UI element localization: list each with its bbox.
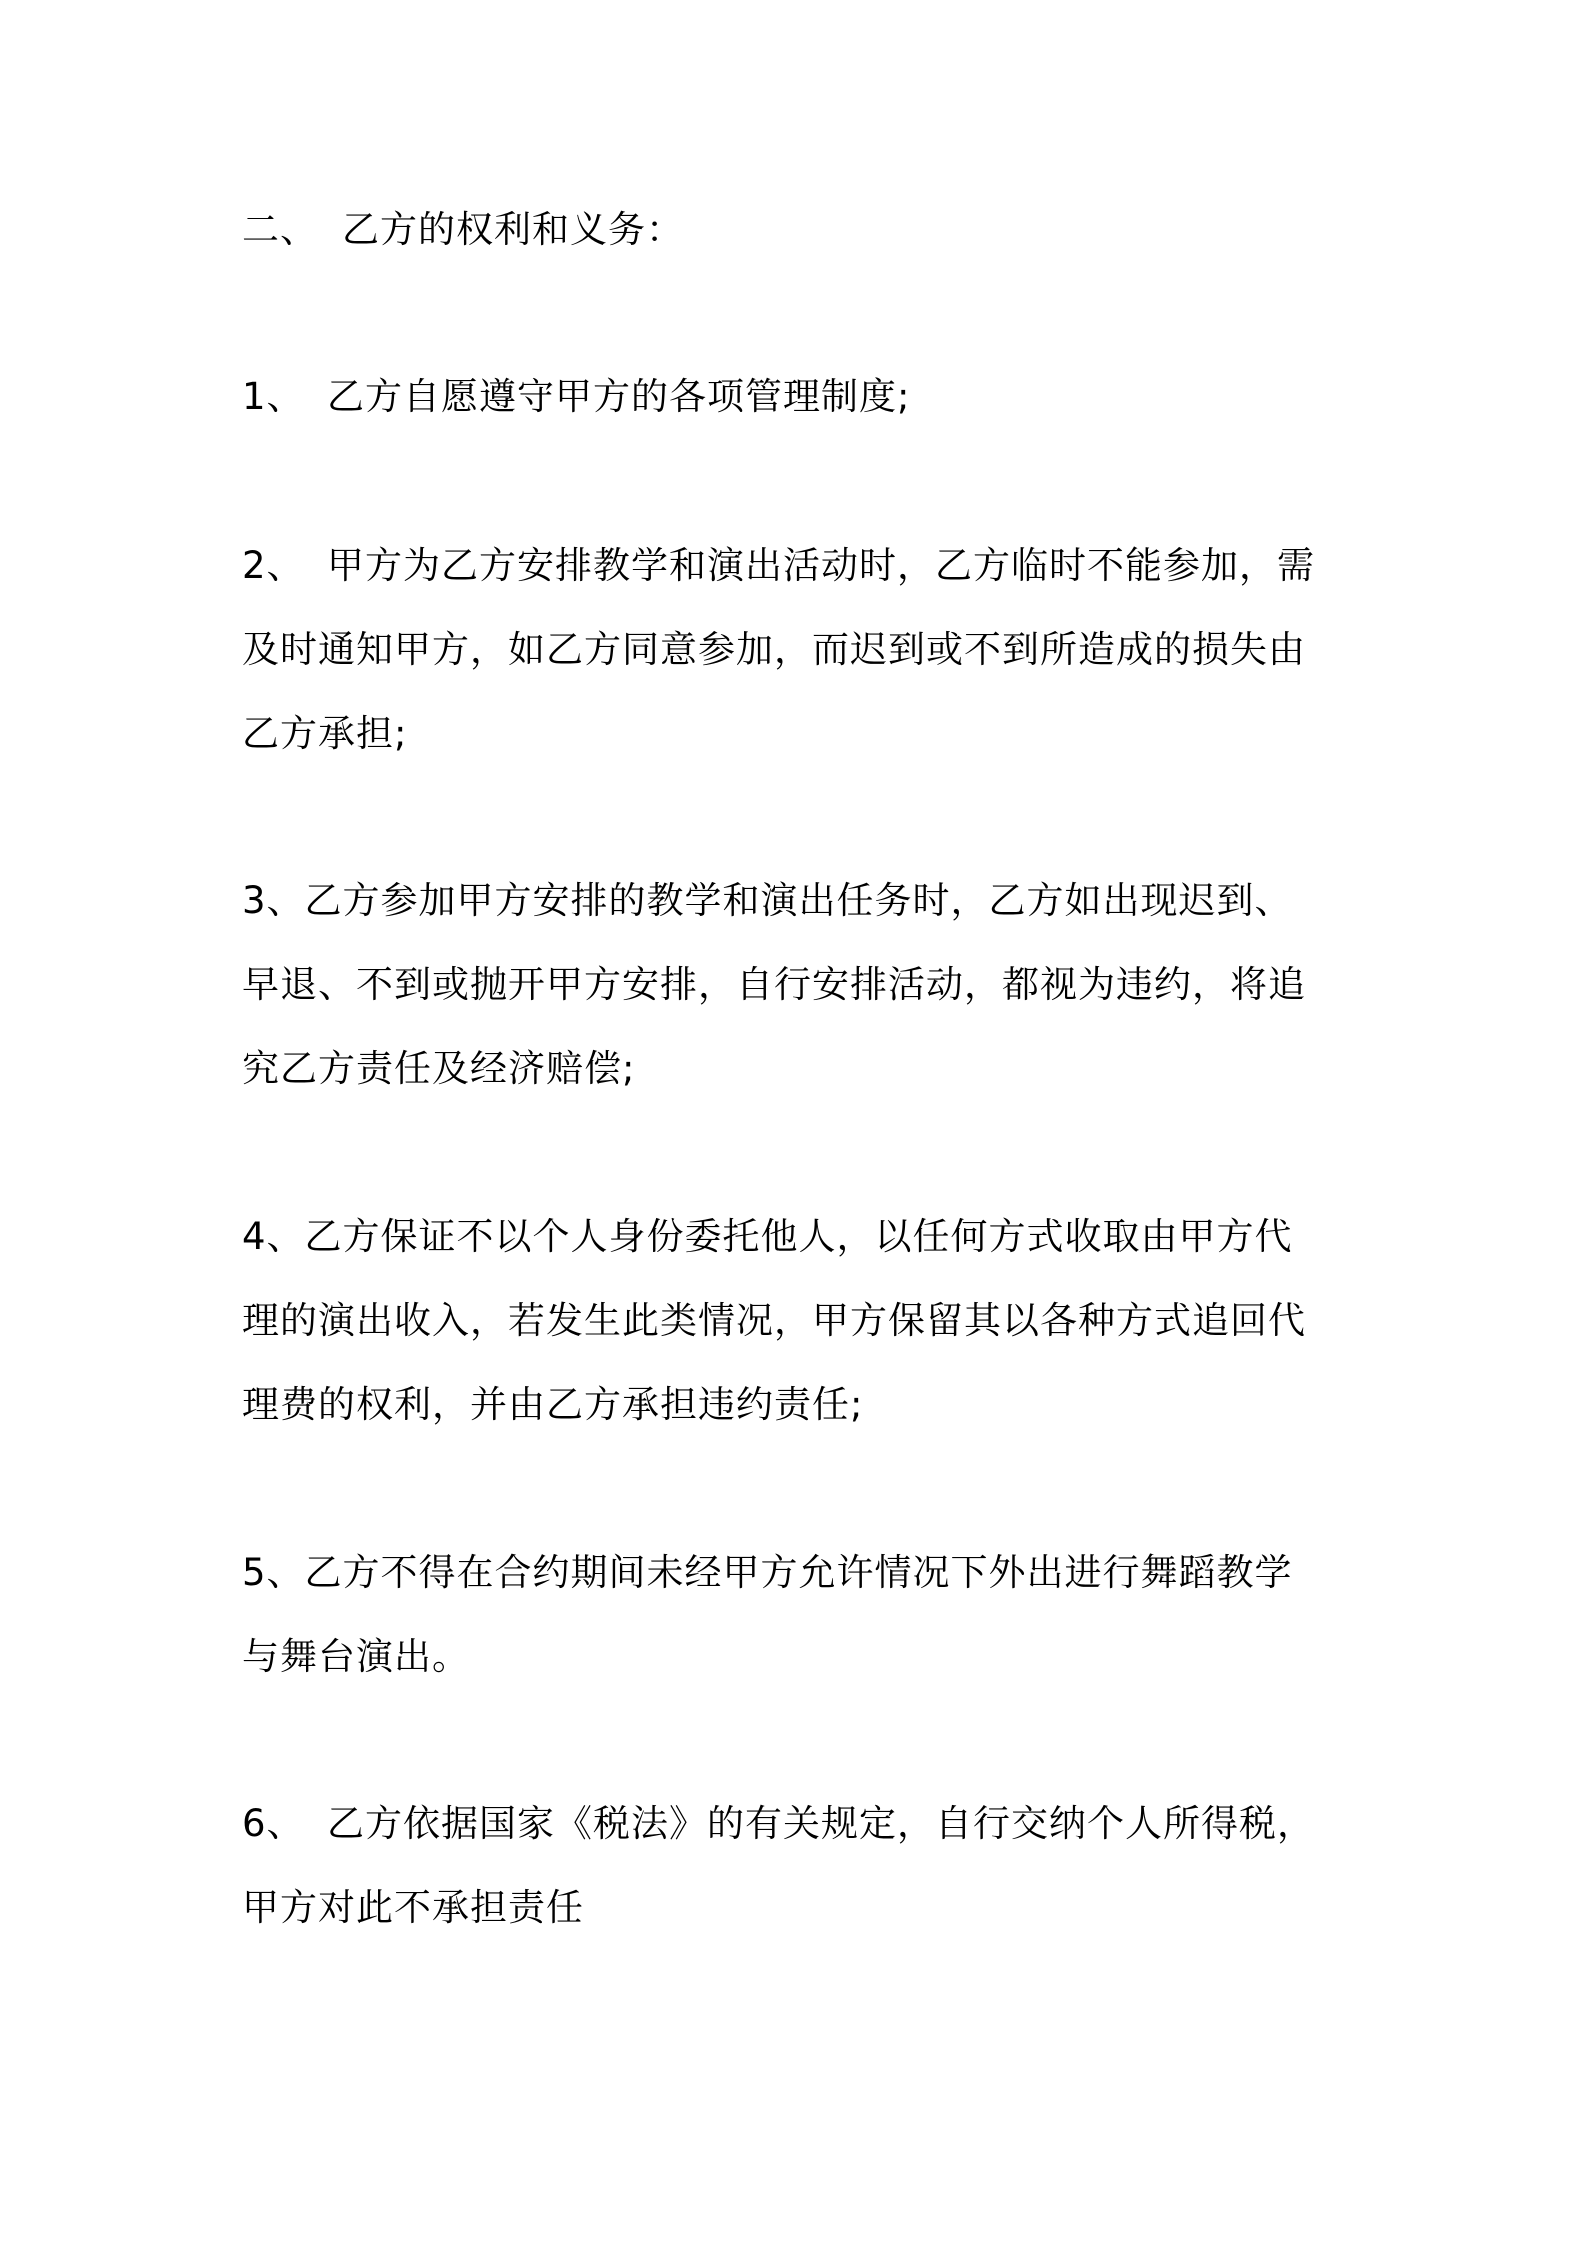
clause-number: 3、 [242, 879, 305, 922]
clause-line: 理费的权利，并由乙方承担违约责任; [242, 1383, 864, 1426]
clause-line: 与舞台演出。 [242, 1635, 470, 1678]
clause-line: 甲方对此不承担责任 [242, 1886, 584, 1929]
clause-5 [242, 1531, 1357, 1699]
section-heading-line [242, 188, 1357, 272]
clause-text: 乙方自愿遵守甲方的各项管理制度; [327, 375, 911, 418]
clause-line [242, 524, 1357, 608]
clause-6 [242, 1782, 1357, 1950]
clause-line: 乙方承担; [242, 712, 408, 755]
section-number: 二、 [242, 208, 318, 251]
clause-3 [242, 859, 1357, 1111]
clause-4 [242, 1195, 1357, 1447]
section-heading [242, 188, 1357, 272]
section-title: 乙方的权利和义务： [342, 208, 684, 251]
clause-number: 1、 [242, 375, 305, 418]
clause-number: 6、 [242, 1802, 305, 1845]
clause-text: 乙方参加甲方安排的教学和演出任务时，乙方如出现迟到、 [304, 879, 1293, 922]
clause-line: 理的演出收入，若发生此类情况，甲方保留其以各种方式追回代 [242, 1299, 1306, 1342]
clause-1 [242, 355, 1357, 439]
clause-line [242, 355, 1357, 439]
clause-text: 乙方不得在合约期间未经甲方允许情况下外出进行舞蹈教学 [304, 1551, 1293, 1594]
clause-number: 4、 [242, 1215, 305, 1258]
clause-2 [242, 524, 1357, 776]
clause-line [242, 1195, 1357, 1279]
clause-text: 乙方保证不以个人身份委托他人，以任何方式收取由甲方代 [304, 1215, 1293, 1258]
clause-text: 甲方为乙方安排教学和演出活动时，乙方临时不能参加，需 [327, 544, 1315, 587]
clause-line [242, 1782, 1357, 1866]
clause-line: 早退、不到或抛开甲方安排，自行安排活动，都视为违约，将追 [242, 963, 1306, 1006]
clause-line [242, 1531, 1357, 1615]
clause-number: 2、 [242, 544, 305, 587]
clause-line: 究乙方责任及经济赔偿; [242, 1047, 636, 1090]
clause-text: 乙方依据国家《税法》的有关规定，自行交纳个人所得税， [327, 1802, 1315, 1845]
clause-line [242, 859, 1357, 943]
clause-number: 5、 [242, 1551, 305, 1594]
clause-line: 及时通知甲方，如乙方同意参加，而迟到或不到所造成的损失由 [242, 628, 1306, 671]
